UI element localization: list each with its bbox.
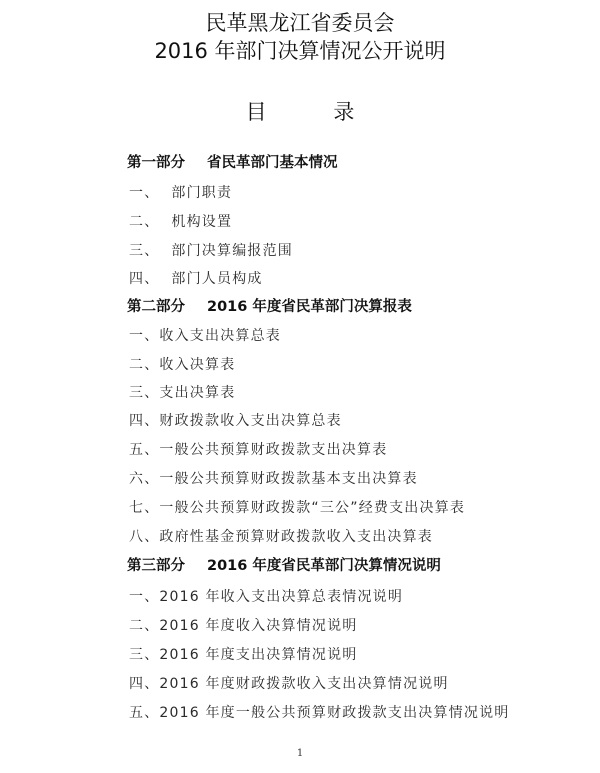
toc-item-text: 一般公共预算财政拨款“三公”经费支出决算表 <box>159 500 466 516</box>
toc-item-number: 三、 <box>129 385 160 401</box>
toc-item-text: 支出决算表 <box>159 385 236 401</box>
toc-item-number: 八、 <box>129 529 160 545</box>
toc-item <box>129 326 281 346</box>
page-number: 1 <box>296 748 304 759</box>
document-title: 民革黑龙江省委员会 <box>205 11 395 35</box>
toc-item-number: 一、 <box>129 185 160 201</box>
section-1-heading <box>127 153 338 173</box>
toc-item-number: 六、 <box>129 471 160 487</box>
toc-item-text: 机构设置 <box>171 214 233 230</box>
toc-item <box>129 645 358 665</box>
toc-item <box>129 440 387 460</box>
toc-item-text: 部门职责 <box>171 185 233 201</box>
toc-item-number: 五、 <box>129 442 160 458</box>
toc-item-text: 部门人员构成 <box>171 271 263 287</box>
toc-item <box>129 241 293 261</box>
toc-item-number: 四、 <box>129 413 160 429</box>
toc-item-text: 财政拨款收入支出决算总表 <box>159 413 342 429</box>
toc-item <box>129 469 418 489</box>
toc-item-number: 三、 <box>129 647 160 663</box>
toc-item-text: 2016 年收入支出决算总表情况说明 <box>159 589 404 605</box>
toc-item-text: 一般公共预算财政拨款基本支出决算表 <box>159 471 418 487</box>
toc-item <box>129 527 433 547</box>
section-2-part: 第二部分 <box>127 299 185 315</box>
toc-item-text: 政府性基金预算财政拨款收入支出决算表 <box>159 529 434 545</box>
toc-item-number: 五、 <box>129 705 160 721</box>
toc-item <box>129 383 235 403</box>
section-2-title: 2016 年度省民革部门决算报表 <box>207 299 412 315</box>
toc-heading: 目 录 <box>245 100 385 124</box>
toc-item-text: 收入决算表 <box>159 357 236 373</box>
toc-item-text: 2016 年度收入决算情况说明 <box>159 618 358 634</box>
toc-item-number: 四、 <box>129 271 160 287</box>
toc-item-number: 二、 <box>129 357 160 373</box>
toc-item <box>129 355 235 375</box>
section-3-heading <box>127 556 441 576</box>
toc-item-text: 部门决算编报范围 <box>171 243 294 259</box>
toc-item <box>129 269 263 289</box>
toc-item-number: 二、 <box>129 618 160 634</box>
toc-item-number: 三、 <box>129 243 160 259</box>
toc-item <box>129 183 232 203</box>
section-2-heading <box>127 297 412 317</box>
toc-item-number: 一、 <box>129 328 160 344</box>
document-subtitle: 2016 年部门决算情况公开说明 <box>154 39 446 63</box>
toc-item-number: 七、 <box>129 500 160 516</box>
toc-item <box>129 587 403 607</box>
toc-item <box>129 616 358 636</box>
toc-item-number: 四、 <box>129 676 160 692</box>
toc-item-text: 2016 年度财政拨款收入支出决算情况说明 <box>159 676 449 692</box>
section-3-title: 2016 年度省民革部门决算情况说明 <box>207 558 441 574</box>
toc-item-number: 二、 <box>129 214 160 230</box>
toc-item <box>129 411 342 431</box>
toc-item <box>129 674 449 694</box>
toc-item-text: 收入支出决算总表 <box>159 328 282 344</box>
toc-item-text: 一般公共预算财政拨款支出决算表 <box>159 442 388 458</box>
section-1-title: 省民革部门基本情况 <box>207 155 338 171</box>
toc-item <box>129 703 509 723</box>
toc-item-text: 2016 年度支出决算情况说明 <box>159 647 358 663</box>
toc-item <box>129 498 465 518</box>
toc-item-text: 2016 年度一般公共预算财政拨款支出决算情况说明 <box>159 705 510 721</box>
toc-item-number: 一、 <box>129 589 160 605</box>
section-1-part: 第一部分 <box>127 155 185 171</box>
toc-item <box>129 212 232 232</box>
section-3-part: 第三部分 <box>127 558 185 574</box>
